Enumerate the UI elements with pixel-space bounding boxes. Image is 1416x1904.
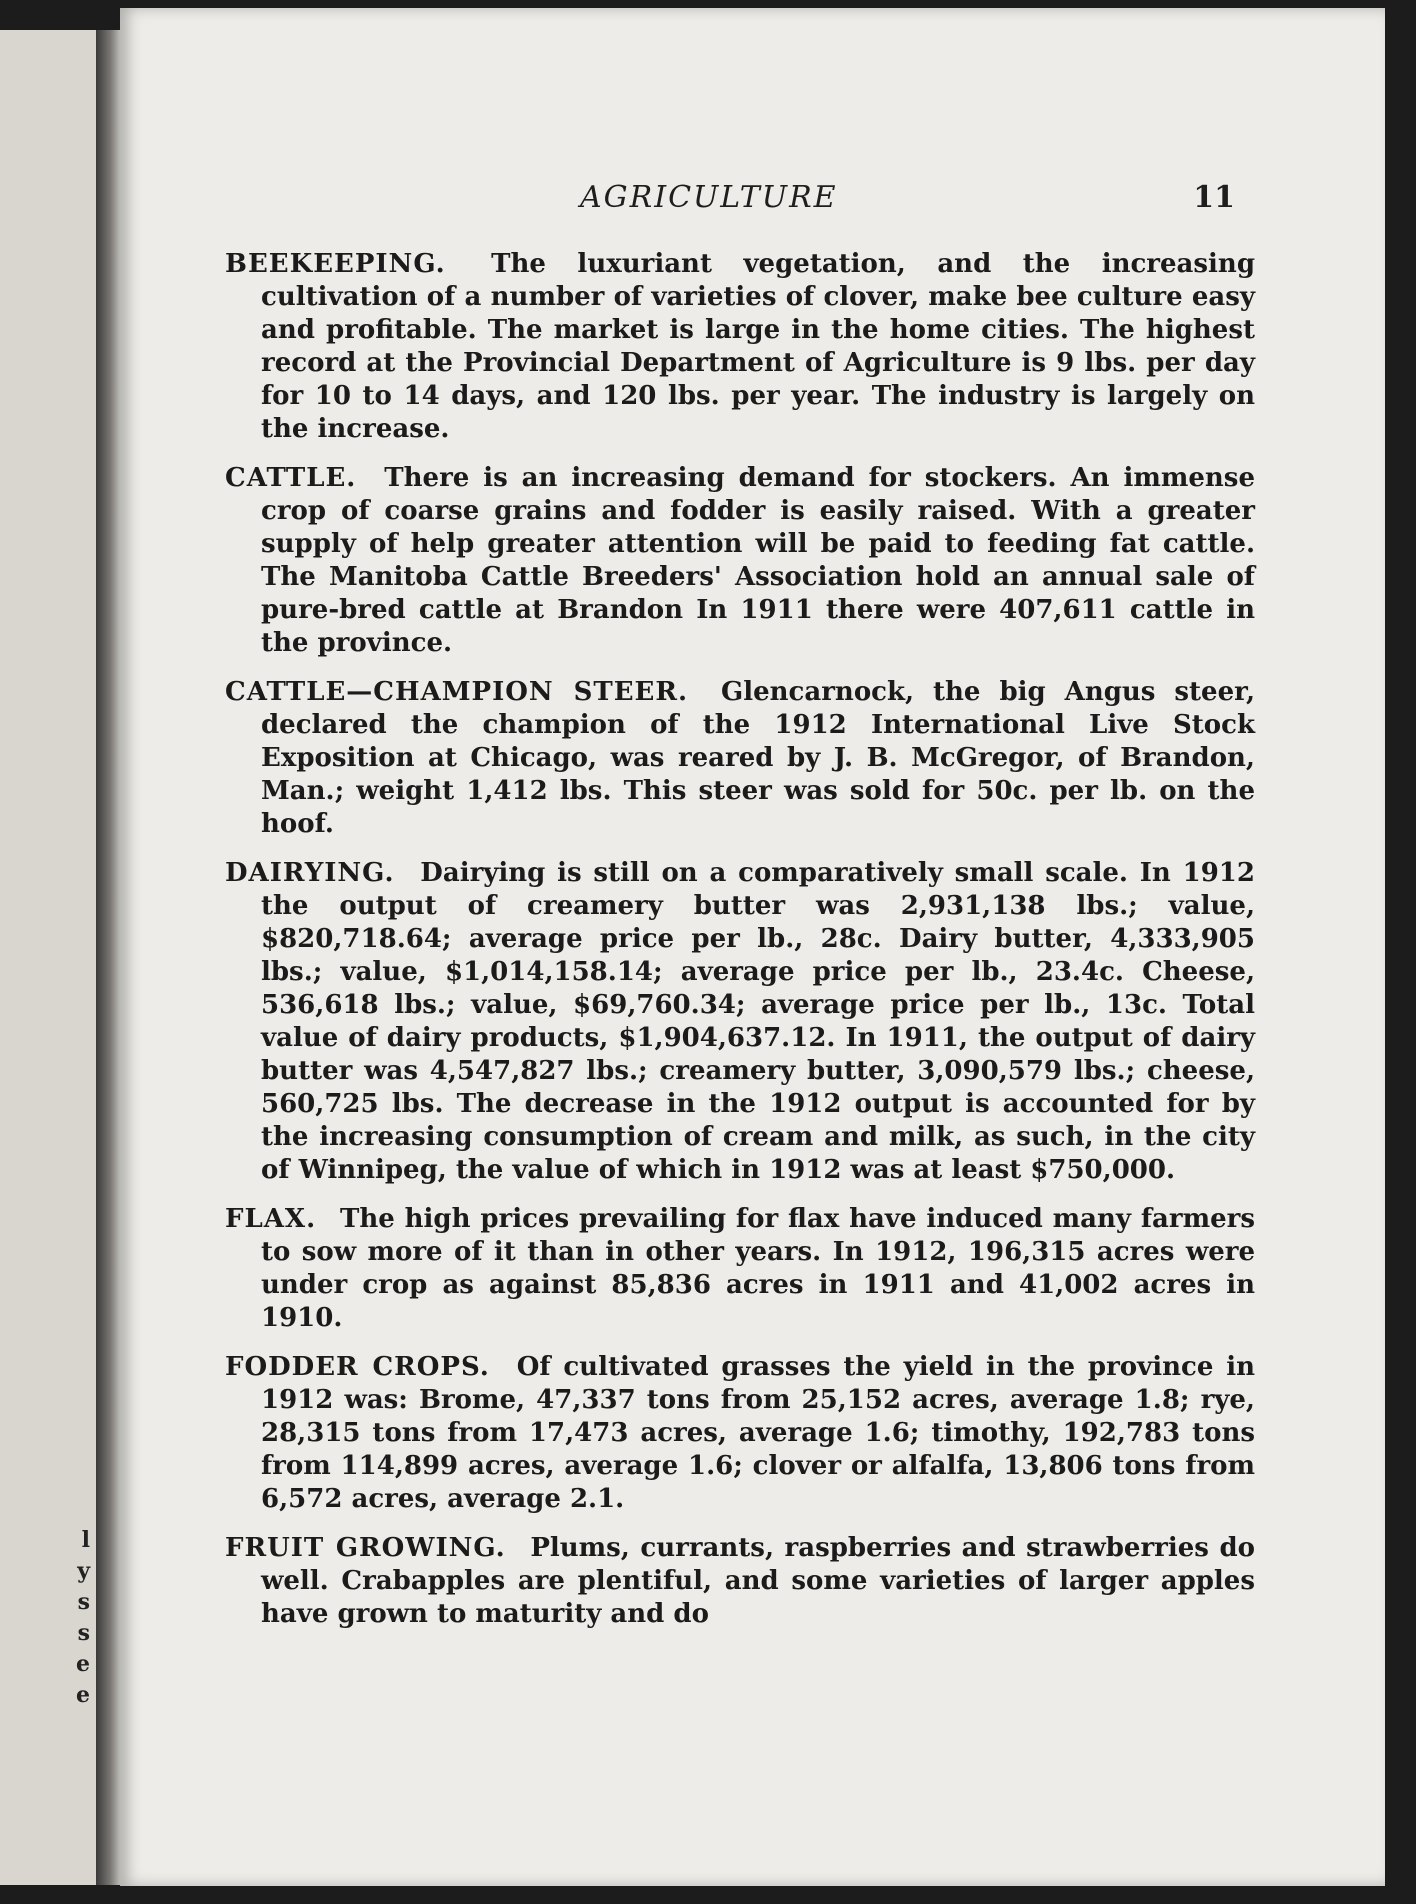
entry-beekeeping <box>225 248 1255 446</box>
entry-body: The luxuriant vegetation, and the increasing cultivation of a number of varieties of clover, make bee culture easy and profitable. The market is large in the home cities. The highest record at the Provincial Department of Agriculture is 9 lbs. per day for 10 to 14 days, and 120 lbs. per year. The industry is largely on the increase. <box>261 249 1255 444</box>
edge-letter: y <box>77 1558 90 1584</box>
left-page-edge <box>0 30 96 1885</box>
entry-body: Glencarnock, the big Angus steer, declared the champion of the 1912 International Live Stock Exposition at Chicago, was reared by J. B. McGregor, of Brandon, Man.; weight 1,412 lbs. This steer was sold for 50c. per lb. on the hoof. <box>261 677 1255 839</box>
entry-body: There is an increasing demand for stockers. An immense crop of coarse grains and fodder is easily raised. With a greater supply of help greater attention will be paid to feeding fat cattle. The Manitoba Cattle Breeders' Association hold an annual sale of pure-bred cattle at Brandon In 1911 there were 407,611 cattle in the province. <box>261 463 1255 658</box>
edge-letter: s <box>77 1589 90 1615</box>
entry-fruit-growing <box>225 1532 1255 1631</box>
entry-heading: FLAX. <box>225 1204 317 1234</box>
entry-fodder-crops <box>225 1351 1255 1516</box>
right-page <box>120 8 1385 1886</box>
edge-letter: s <box>77 1620 90 1646</box>
edge-letter: e <box>76 1651 90 1677</box>
entry-flax <box>225 1203 1255 1335</box>
entry-body: Plums, currants, raspberries and strawberries do well. Crabapples are plentiful, and some varieties of larger apples have grown to maturity and do <box>261 1533 1255 1629</box>
running-header <box>225 180 1255 224</box>
entry-cattle <box>225 462 1255 660</box>
entry-heading: CATTLE—CHAMPION STEER. <box>225 677 689 707</box>
entry-dairying <box>225 857 1255 1187</box>
left-page-edge-letters <box>76 1525 90 1711</box>
edge-letter: e <box>76 1682 90 1708</box>
entry-list <box>225 248 1255 1647</box>
page-number: 11 <box>1193 180 1235 215</box>
entry-heading: FRUIT GROWING. <box>225 1533 506 1563</box>
entry-heading: DAIRYING. <box>225 858 395 888</box>
entry-cattle-champion-steer <box>225 676 1255 841</box>
entry-heading: BEEKEEPING. <box>225 249 446 279</box>
entry-body: The high prices prevailing for flax have induced many farmers to sow more of it than in other years. In 1912, 196,315 acres were under crop as against 85,836 acres in 1911 and 41,002 acres in 1910. <box>261 1204 1255 1333</box>
entry-heading: CATTLE. <box>225 463 357 493</box>
entry-body: Of cultivated grasses the yield in the province in 1912 was: Brome, 47,337 tons from 25,152 acres, average 1.8; rye, 28,315 tons from 17,473 acres, average 1.6; timothy, 192,783 tons from 114,899 acres, average 1.6; clover or alfalfa, 13,806 tons from 6,572 acres, average 2.1. <box>261 1352 1255 1514</box>
running-title: AGRICULTURE <box>580 180 838 215</box>
edge-letter: l <box>81 1527 90 1553</box>
entry-body: Dairying is still on a comparatively small scale. In 1912 the output of creamery butter was 2,931,138 lbs.; value, $820,718.64; average price per lb., 28c. Dairy butter, 4,333,905 lbs.; value, $1,014,158.14; average price per lb., 23.4c. Cheese, 536,618 lbs.; value, $69,760.34; average price per lb., 13c. Total value of dairy products, $1,904,637.12. In 1911, the output of dairy butter was 4,547,827 lbs.; creamery butter, 3,090,579 lbs.; cheese, 560,725 lbs. The decrease in the 1912 output is accounted for by the increasing consumption of cream and milk, as such, in the city of Winnipeg, the value of which in 1912 was at least $750,000. <box>261 858 1255 1185</box>
book-gutter <box>96 30 120 1885</box>
entry-heading: FODDER CROPS. <box>225 1352 490 1382</box>
